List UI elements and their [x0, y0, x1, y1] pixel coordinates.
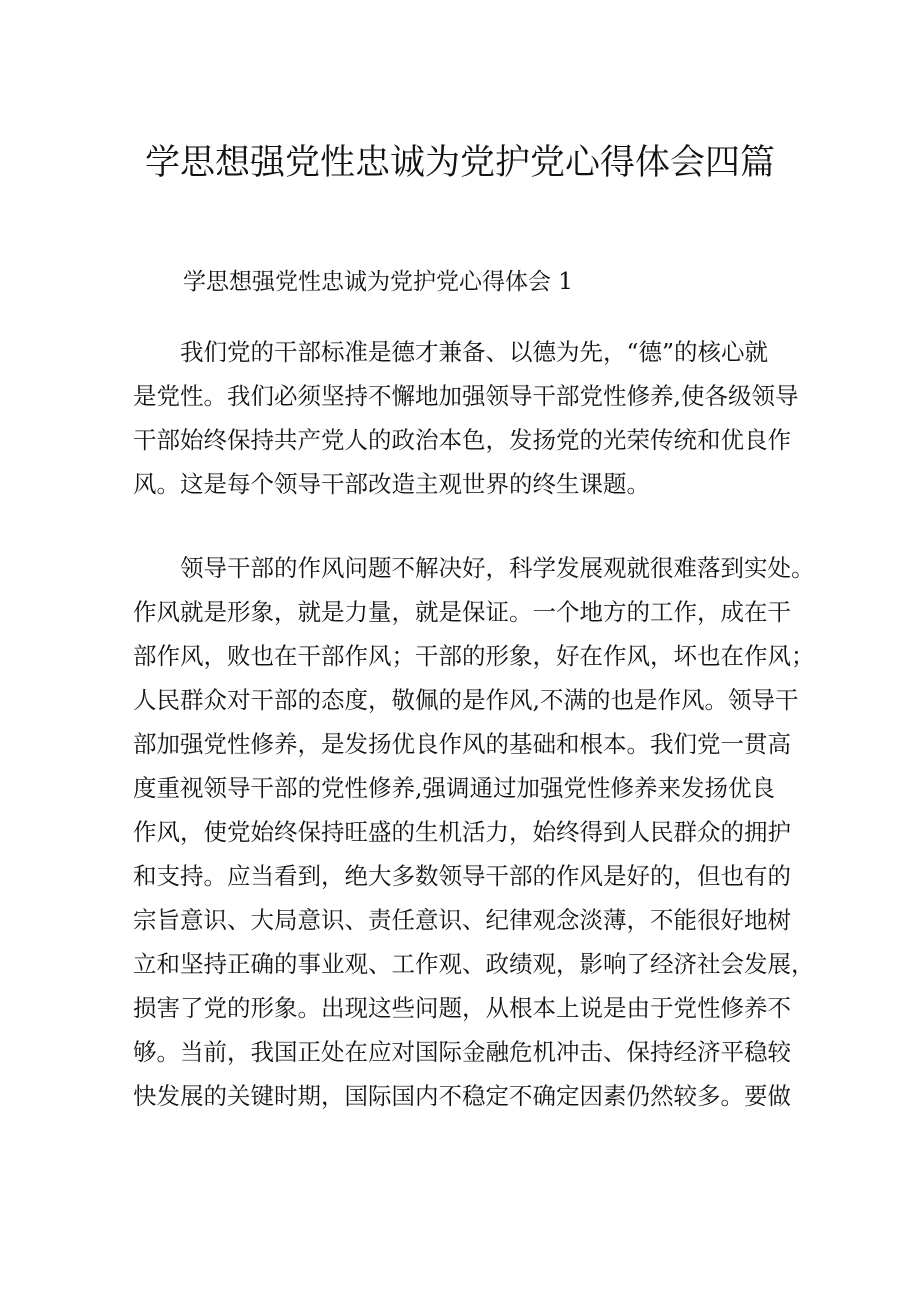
paragraph-line: 快发展的关键时期，国际国内不稳定不确定因素仍然较多。要做 — [133, 1082, 791, 1110]
section-heading: 学思想强党性忠诚为党护党心得体会 1 — [183, 269, 573, 295]
paragraph-line: 够。当前，我国正处在应对国际金融危机冲击、保持经济平稳较 — [133, 1038, 791, 1066]
document-title: 学思想强党性忠诚为党护党心得体会四篇 — [144, 143, 775, 184]
paragraph-line: 作风就是形象，就是力量，就是保证。一个地方的工作，成在干 — [133, 598, 791, 626]
paragraph-line: 风。这是每个领导干部改造主观世界的终生课题。 — [133, 470, 650, 498]
paragraph-line: 我们党的干部标准是德才兼备、以德为先，“德”的核心就 — [133, 338, 769, 366]
paragraph-line: 人民群众对干部的态度，敬佩的是作风,不满的也是作风。领导干 — [133, 686, 799, 714]
paragraph-line: 部作风，败也在干部作风；干部的形象，好在作风，坏也在作风； — [133, 642, 815, 670]
paragraph-line: 是党性。我们必须坚持不懈地加强领导干部党性修养,使各级领导 — [133, 382, 799, 410]
paragraph-line: 和支持。应当看到，绝大多数领导干部的作风是好的，但也有的 — [133, 862, 791, 890]
paragraph-line: 部加强党性修养，是发扬优良作风的基础和根本。我们党一贯高 — [133, 730, 791, 758]
paragraph-line: 领导干部的作风问题不解决好，科学发展观就很难落到实处。 — [133, 554, 815, 582]
paragraph-line: 度重视领导干部的党性修养,强调通过加强党性修养来发扬优良 — [133, 774, 775, 802]
paragraph-line: 干部始终保持共产党人的政治本色，发扬党的光荣传统和优良作 — [133, 426, 791, 454]
paragraph-line: 作风，使党始终保持旺盛的生机活力，始终得到人民群众的拥护 — [133, 818, 791, 846]
paragraph-1 — [133, 330, 813, 506]
paragraph-line: 损害了党的形象。出现这些问题，从根本上说是由于党性修养不 — [133, 994, 791, 1022]
paragraph-line: 立和坚持正确的事业观、工作观、政绩观，影响了经济社会发展， — [133, 950, 815, 978]
paragraph-2 — [133, 546, 813, 1118]
paragraph-line: 宗旨意识、大局意识、责任意识、纪律观念淡薄，不能很好地树 — [133, 906, 791, 934]
